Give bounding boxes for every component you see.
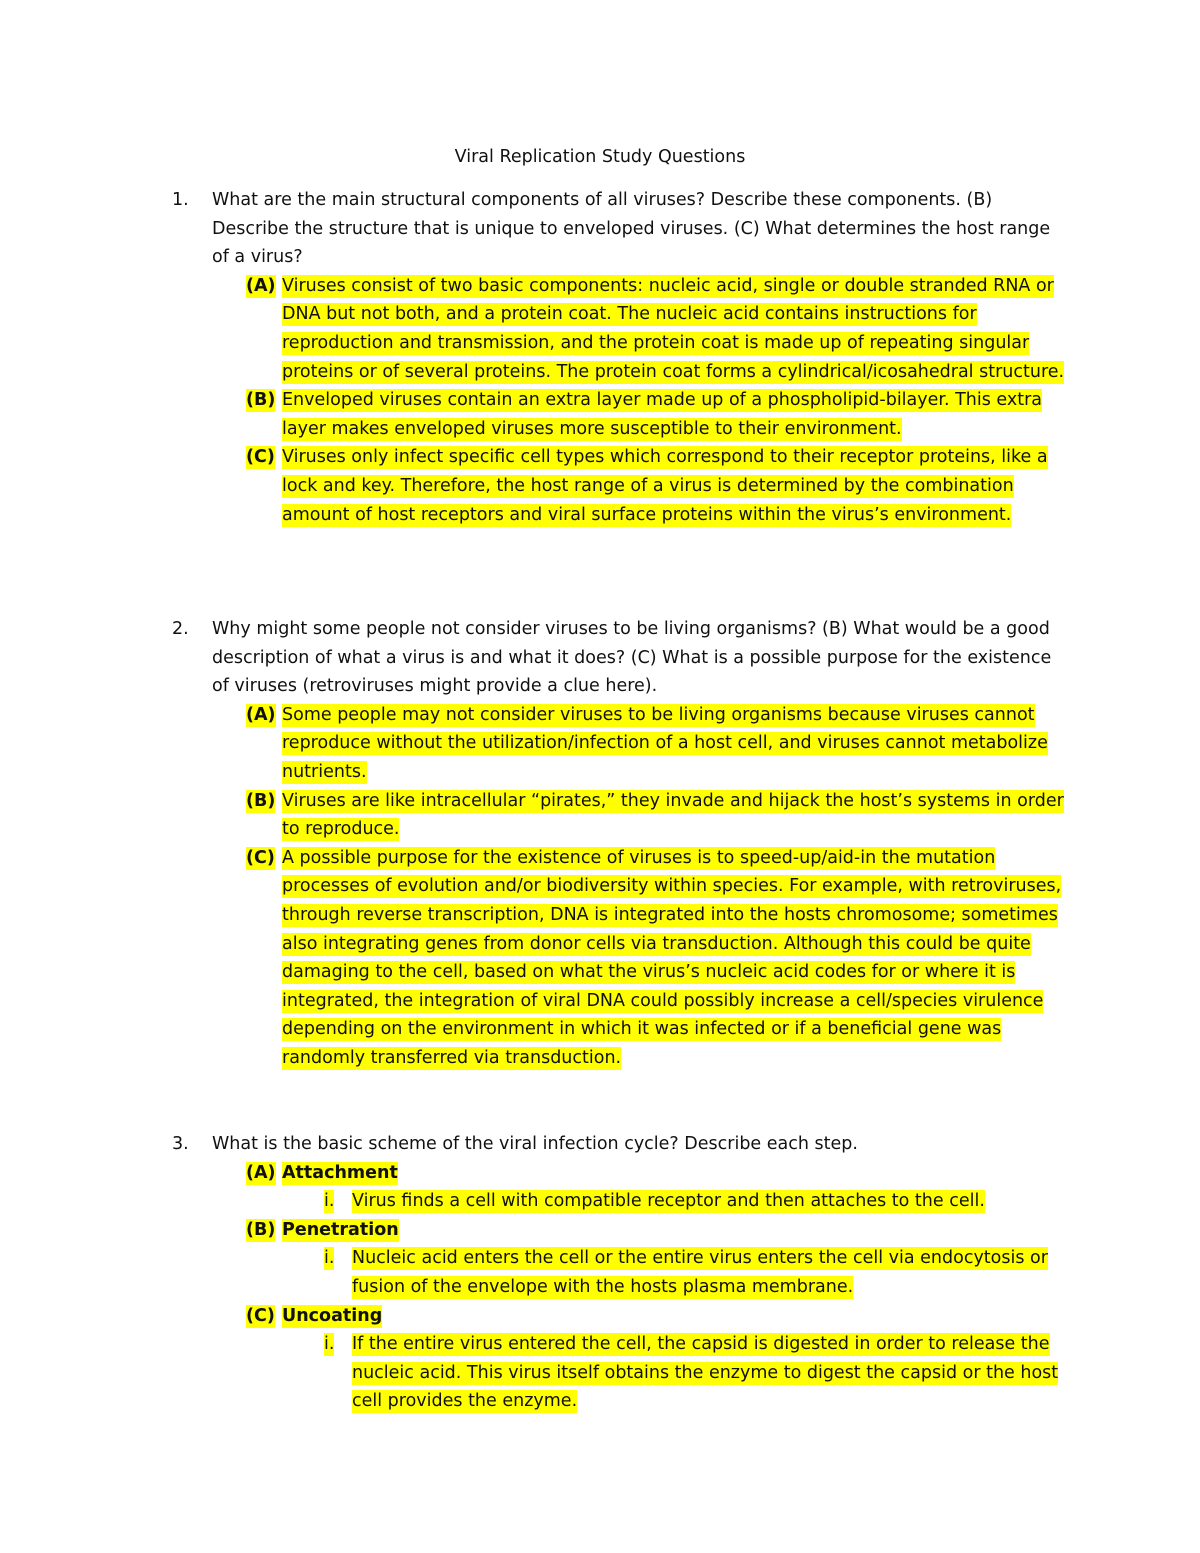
question-text: What is the basic scheme of the viral infection cycle? Describe each step. [212,1134,858,1154]
step-detail [172,1330,1072,1416]
question-3 [172,1130,1072,1416]
step-item [172,1216,1072,1245]
step-detail [172,1244,1072,1301]
step-title: Attachment [282,1162,398,1183]
answer-text: Viruses consist of two basic components: nucleic acid, single or double stranded RNA or DNA but not both, and a protein coat. The nucleic acid contains instructions for reproduction and transmission, and the protein coat is made up of repeating singular proteins or of several proteins. The protein coat forms a cylindrical/icosahedral structure. [282,275,1065,382]
answer-text: Viruses are like intracellular “pirates,” they invade and hijack the host’s systems in order to reproduce. [282,790,1064,840]
sub-text: Nucleic acid enters the cell or the entire virus enters the cell via endocytosis or fusion of the envelope with the hosts plasma membrane. [352,1248,1048,1297]
question-number: 1. [172,190,189,210]
step-label: (B) [246,1219,276,1240]
sub-label: i. [324,1191,335,1212]
sub-text: Virus finds a cell with compatible receptor and then attaches to the cell. [352,1191,985,1212]
question-2 [172,615,1072,1073]
step-label: (A) [246,1162,276,1183]
question-number: 2. [172,619,189,639]
answer-text: Enveloped viruses contain an extra layer made up of a phospholipid-bilayer. This extra layer makes enveloped viruses more susceptible to their environment. [282,390,1043,439]
question-text: Why might some people not consider viruses to be living organisms? (B) What would be a good description of what a virus is and what it does? (C) What is a possible purpose for the existence of viruses (retroviruses might provide a clue here). [212,619,1052,697]
step-detail [172,1187,1072,1216]
answer-list [172,272,1072,529]
answer-item [172,386,1072,443]
step-list [172,1159,1072,1416]
answer-text: Some people may not consider viruses to be living organisms because viruses cannot reproduce without the utilization/infection of a host cell, and viruses cannot metabolize nutrients. [282,704,1048,782]
answer-list [172,701,1072,1073]
answer-label: (C) [246,447,275,468]
answer-label: (A) [246,275,276,296]
question-number: 3. [172,1134,189,1154]
sub-text: If the entire virus entered the cell, the capsid is digested in order to release the nucleic acid. This virus itself obtains the enzyme to digest the capsid or the host cell provides the enzyme. [352,1334,1059,1412]
answer-text: Viruses only infect specific cell types which correspond to their receptor proteins, like a lock and key. Therefore, the host range of a virus is determined by the combination amount of host receptors and viral surface proteins within the virus’s environment. [282,447,1048,525]
answer-item [172,701,1072,787]
step-title: Penetration [282,1219,399,1240]
step-label: (C) [246,1305,275,1326]
answer-text: A possible purpose for the existence of viruses is to speed-up/aid-in the mutation processes of evolution and/or biodiversity within species. For example, with retroviruses, through reverse transcription, DNA is integrated into the hosts chromosome; sometimes also integrating genes from donor cells via transduction. Although this could be quite damaging to the cell, based on what the virus’s nucleic acid codes for or where it is integrated, the integration of viral DNA could possibly increase a cell/species virulence depending on the environment in which it was infected or if a beneficial gene was randomly transferred via transduction. [282,847,1062,1068]
answer-label: (B) [246,390,276,411]
question-text: What are the main structural components of all viruses? Describe these components. (B) Describe the structure that is unique to enveloped viruses. (C) What determines the host range of a virus? [212,190,1051,268]
answer-label: (A) [246,704,276,725]
answer-item [172,844,1072,1073]
sub-label: i. [324,1248,335,1269]
page-title: Viral Replication Study Questions [454,147,746,167]
answer-item [172,443,1072,529]
step-item [172,1159,1072,1188]
sub-label: i. [324,1334,335,1355]
answer-label: (B) [246,790,276,811]
answer-item [172,272,1072,386]
step-title: Uncoating [282,1305,383,1326]
answer-item [172,787,1072,844]
question-1 [172,186,1072,529]
answer-label: (C) [246,847,275,868]
step-item [172,1302,1072,1331]
